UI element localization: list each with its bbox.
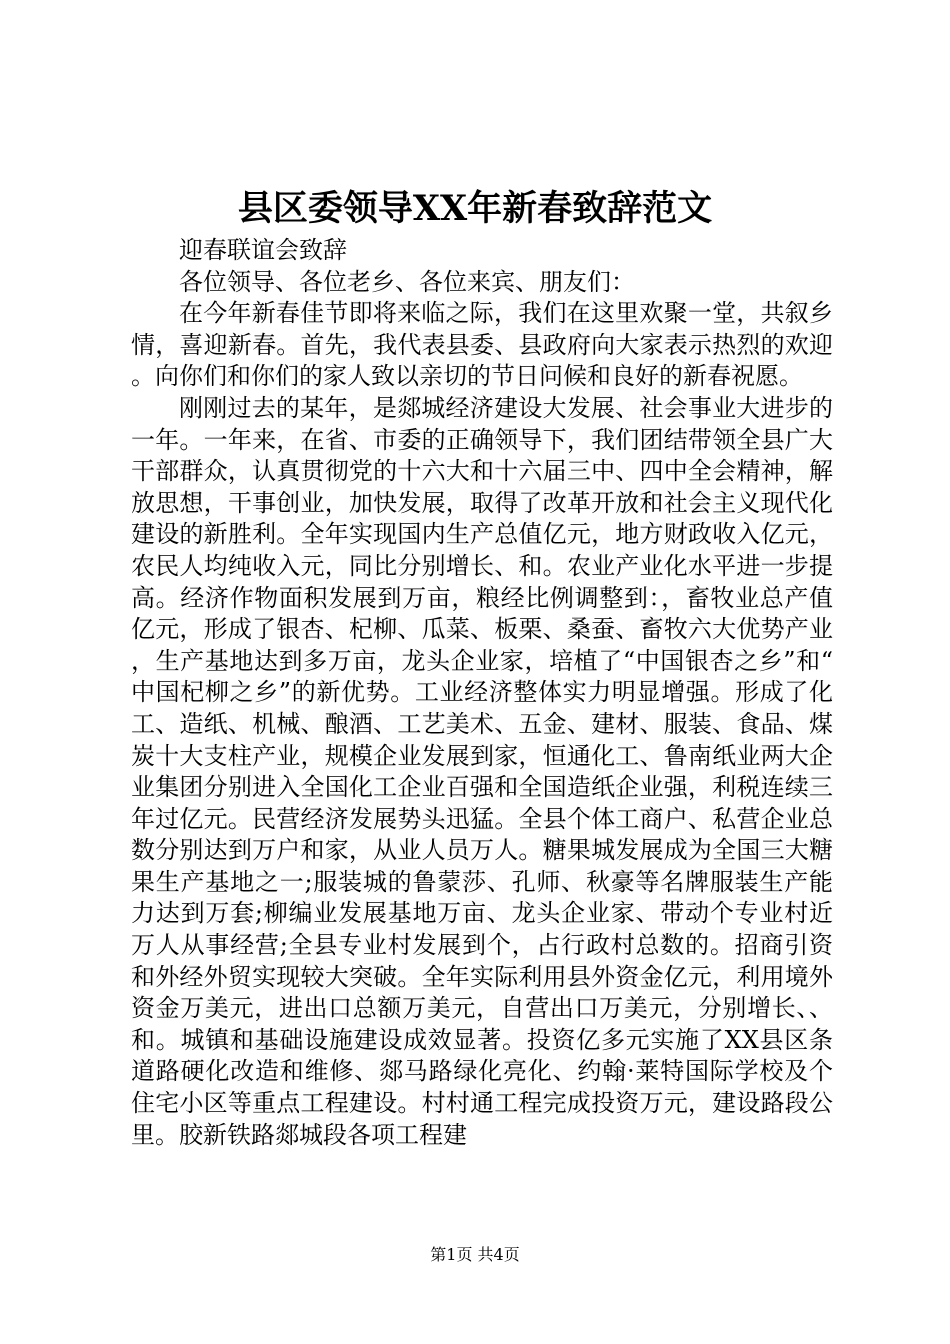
paragraph-event-name: 迎春联谊会致辞 <box>179 236 347 264</box>
document-body <box>131 235 833 1151</box>
paragraph-salutation: 各位领导、各位老乡、各位来宾、朋友们： <box>179 267 635 296</box>
paragraph-greeting: 在今年新春佳节即将来临之际，我们在这里欢聚一堂，共叙乡情，喜迎新春。首先，我代表县委、县政府向大家表示热烈的欢迎。向你们和你们的家人致以亲切的节日问候和良好的新春祝愿。 <box>131 299 833 391</box>
page-number: 第1页 共4页 <box>430 1245 520 1264</box>
paragraph-review: 刚刚过去的某年，是郯城经济建设大发展、社会事业大进步的一年。一年来，在省、市委的正确领导下，我们团结带领全县广大干部群众，认真贯彻党的十六大和十六届三中、四中全会精神，解放思想，干事创业，加快发展，取得了改革开放和社会主义现代化建设的新胜利。全年实现国内生产总值亿元，地方财政收入亿元，农民人均纯收入元，同比分别增长、和。农业产业化水平进一步提高。经济作物面积发展到万亩，粮经比例调整到：，畜牧业总产值亿元，形成了银杏、杞柳、瓜菜、板栗、桑蚕、畜牧六大优势产业，生产基地达到多万亩，龙头企业家，培植了“中国银杏之乡”和“中国杞柳之乡”的新优势。工业经济整体实力明显增强。形成了化工、造纸、机械、酿酒、工艺美术、五金、建材、服装、食品、煤炭十大支柱产业，规模企业发展到家，恒通化工、鲁南纸业两大企业集团分别进入全国化工企业百强和全国造纸企业强，利税连续三年过亿元。民营经济发展势头迅猛。全县个体工商户、私营企业总数分别达到万户和家，从业人员万人。糖果城发展成为全国三大糖果生产基地之一;服装城的鲁蒙莎、孔师、秋豪等名牌服装生产能力达到万套;柳编业发展基地万亩、龙头企业家、带动个专业村近万人从事经营;全县专业村发展到个，占行政村总数的。招商引资和外经外贸实现较大突破。全年实际利用县外资金亿元，利用境外资金万美元，进出口总额万美元，自营出口万美元，分别增长、、和。城镇和基础设施建设成效显著。投资亿多元实施了XX县区条道路硬化改造和维修、郯马路绿化亮化、约翰·莱特国际学校及个住宅小区等重点工程建设。村村通工程完成投资万元，建设路段公里。胶新铁路郯城段各项工程建 <box>131 393 833 1149</box>
document-title: 县区委领导XX年新春致辞范文 <box>237 188 713 229</box>
